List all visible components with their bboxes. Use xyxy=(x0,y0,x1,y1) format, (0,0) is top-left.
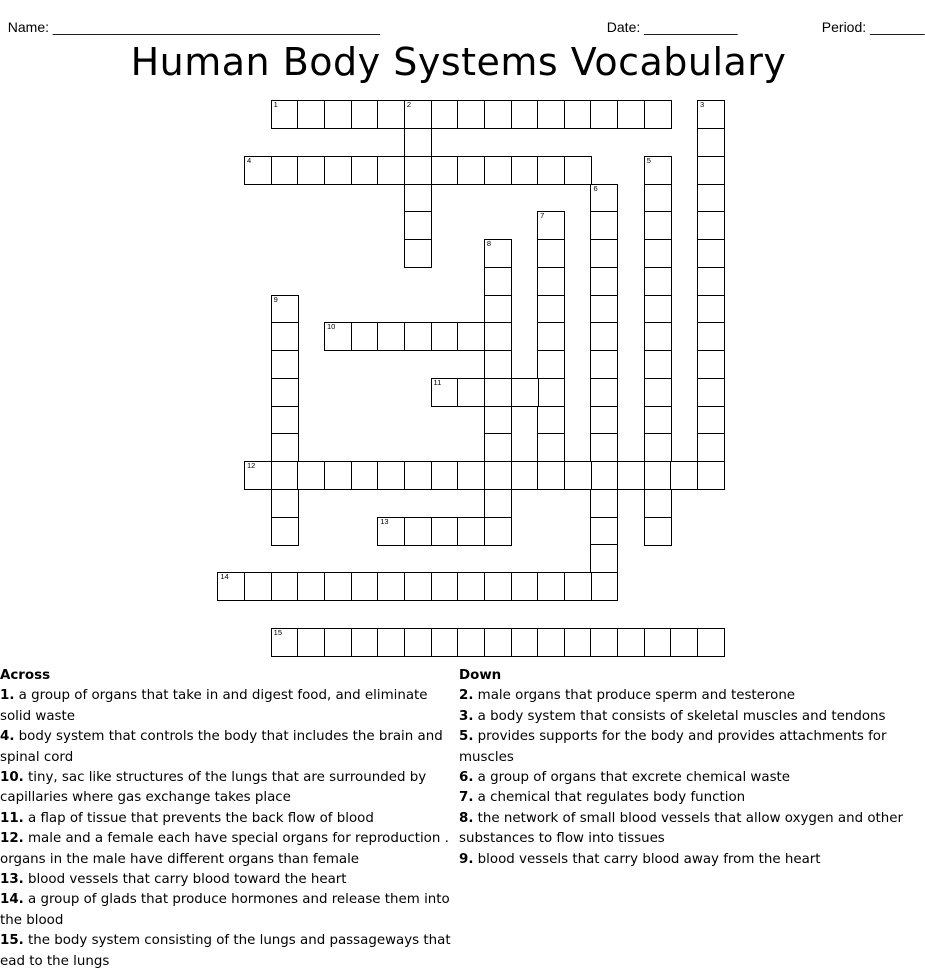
grid-cell[interactable] xyxy=(271,322,299,351)
grid-cell[interactable] xyxy=(404,628,432,657)
period-line[interactable]: _______ xyxy=(870,19,925,35)
grid-cell[interactable] xyxy=(644,489,672,518)
grid-cell[interactable] xyxy=(590,461,618,490)
grid-cell[interactable] xyxy=(644,184,672,213)
grid-cell[interactable] xyxy=(590,322,618,351)
grid-cell[interactable] xyxy=(431,572,459,601)
grid-cell[interactable] xyxy=(351,156,379,185)
grid-cell[interactable] xyxy=(297,100,325,129)
grid-cell[interactable] xyxy=(484,239,512,268)
grid-cell[interactable] xyxy=(431,628,459,657)
grid-cell[interactable] xyxy=(404,100,432,129)
grid-cell[interactable] xyxy=(590,184,618,213)
grid-cell[interactable] xyxy=(511,628,539,657)
grid-cell[interactable] xyxy=(484,267,512,296)
clue-down-6: 6. a group of organs that excrete chemical waste xyxy=(459,770,791,786)
clue-across-15: 15. the body system consisting of the lungs and passageways that ead to the lungs xyxy=(0,933,451,969)
grid-cell[interactable] xyxy=(644,100,672,129)
grid-cell[interactable] xyxy=(431,156,459,185)
grid-cell[interactable] xyxy=(404,461,432,490)
grid-cell[interactable] xyxy=(511,461,539,490)
clue-down-7: 7. a chemical that regulates body function xyxy=(459,790,746,806)
grid-cell[interactable] xyxy=(297,628,325,657)
clue-number: 1 xyxy=(273,100,278,110)
grid-cell[interactable] xyxy=(271,628,299,657)
clue-across-12: 12. male and a female each have special organs for reproduction . organs in the male have different organs than female xyxy=(0,831,449,867)
grid-cell[interactable] xyxy=(644,406,672,435)
grid-cell[interactable] xyxy=(271,489,299,518)
grid-cell[interactable] xyxy=(297,461,325,490)
grid-cell[interactable] xyxy=(670,628,698,657)
clue-number: 13 xyxy=(380,516,389,526)
name-label: Name: xyxy=(7,19,53,35)
grid-cell[interactable] xyxy=(537,433,565,462)
grid-cell[interactable] xyxy=(644,322,672,351)
grid-cell[interactable] xyxy=(670,461,698,490)
grid-cell[interactable] xyxy=(484,517,512,546)
grid-cell[interactable] xyxy=(431,322,459,351)
grid-cell[interactable] xyxy=(484,378,512,407)
grid-cell[interactable] xyxy=(644,433,672,462)
grid-cell[interactable] xyxy=(697,184,725,213)
grid-cell[interactable] xyxy=(404,184,432,213)
grid-cell[interactable] xyxy=(377,517,405,546)
clue-across-13: 13. blood vessels that carry blood toward the heart xyxy=(0,872,347,888)
grid-cell[interactable] xyxy=(564,628,592,657)
clue-number: 7 xyxy=(540,211,545,221)
clue-down-8: 8. the network of small blood vessels that allow oxygen and other substances to flow into tissues xyxy=(459,810,904,847)
grid-cell[interactable] xyxy=(297,156,325,185)
grid-cell[interactable] xyxy=(590,239,618,268)
grid-cell[interactable] xyxy=(697,211,725,240)
grid-cell[interactable] xyxy=(457,100,485,129)
grid-cell[interactable] xyxy=(564,156,592,185)
grid-cell[interactable] xyxy=(377,156,405,185)
grid-cell[interactable] xyxy=(404,322,432,351)
grid-cell[interactable] xyxy=(697,378,725,407)
clue-number: 10 xyxy=(326,322,336,332)
grid-cell[interactable] xyxy=(324,572,352,601)
grid-cell[interactable] xyxy=(697,322,725,351)
grid-cell[interactable] xyxy=(457,378,485,407)
grid-cell[interactable] xyxy=(351,100,379,129)
clue-number: 12 xyxy=(247,461,256,471)
grid-cell[interactable] xyxy=(271,433,299,462)
grid-cell[interactable] xyxy=(457,628,485,657)
clue-across-14: 14. a group of glads that produce hormones and release them into the blood xyxy=(0,892,450,928)
grid-cell[interactable] xyxy=(644,267,672,296)
grid-cell[interactable] xyxy=(644,295,672,324)
clue-number: 5 xyxy=(646,155,651,165)
grid-cell[interactable] xyxy=(697,295,725,324)
grid-cell[interactable] xyxy=(457,461,485,490)
grid-cell[interactable] xyxy=(271,378,299,407)
date-line[interactable]: ____________ xyxy=(644,19,738,35)
grid-cell[interactable] xyxy=(644,628,672,657)
grid-cell[interactable] xyxy=(484,100,512,129)
grid-cell[interactable] xyxy=(511,156,539,185)
grid-cell[interactable] xyxy=(271,295,299,324)
grid-cell[interactable] xyxy=(404,239,432,268)
grid-cell[interactable] xyxy=(644,517,672,546)
grid-cell[interactable] xyxy=(271,350,299,379)
grid-cell[interactable] xyxy=(697,406,725,435)
grid-cell[interactable] xyxy=(590,489,618,518)
grid-cell[interactable] xyxy=(271,100,299,129)
down-clues xyxy=(459,666,911,870)
grid-cell[interactable] xyxy=(644,211,672,240)
grid-cell[interactable] xyxy=(590,628,618,657)
grid-cell[interactable] xyxy=(457,322,485,351)
grid-cell[interactable] xyxy=(537,239,565,268)
clue-across-10: 10. tiny, sac like structures of the lungs that are surrounded by capillaries where gas exchange takes place xyxy=(0,770,427,806)
grid-cell[interactable] xyxy=(271,517,299,546)
grid-cell[interactable] xyxy=(537,322,565,351)
grid-cell[interactable] xyxy=(644,156,672,185)
grid-cell[interactable] xyxy=(484,461,512,490)
grid-cell[interactable] xyxy=(324,322,352,351)
grid-cell[interactable] xyxy=(590,295,618,324)
grid-cell[interactable] xyxy=(484,322,512,351)
grid-cell[interactable] xyxy=(590,544,618,573)
grid-cell[interactable] xyxy=(537,211,565,240)
clue-down-9: 9. blood vessels that carry blood away from the heart xyxy=(459,851,821,867)
across-heading: Across xyxy=(0,668,51,683)
grid-cell[interactable] xyxy=(351,322,379,351)
grid-cell[interactable] xyxy=(644,378,672,407)
grid-cell[interactable] xyxy=(377,628,405,657)
clue-number: 2 xyxy=(406,100,412,110)
grid-cell[interactable] xyxy=(431,461,459,490)
clue-number: 9 xyxy=(273,294,278,304)
clue-across-4: 4. body system that controls the body that includes the brain and spinal cord xyxy=(0,729,443,765)
grid-cell[interactable] xyxy=(590,267,618,296)
grid-cell[interactable] xyxy=(431,378,459,407)
grid-cell[interactable] xyxy=(511,378,539,407)
grid-cell[interactable] xyxy=(324,461,352,490)
grid-cell[interactable] xyxy=(590,378,618,407)
grid-cell[interactable] xyxy=(351,572,379,601)
grid-cell[interactable] xyxy=(537,461,565,490)
date-label: Date: xyxy=(606,19,645,35)
grid-cell[interactable] xyxy=(404,156,432,185)
grid-cell[interactable] xyxy=(244,572,272,601)
grid-cell[interactable] xyxy=(404,517,432,546)
grid-cell[interactable] xyxy=(484,628,512,657)
grid-cell[interactable] xyxy=(697,128,725,157)
grid-cell[interactable] xyxy=(377,322,405,351)
grid-cell[interactable] xyxy=(484,295,512,324)
grid-cell[interactable] xyxy=(537,350,565,379)
grid-cell[interactable] xyxy=(484,433,512,462)
grid-cell[interactable] xyxy=(457,517,485,546)
grid-cell[interactable] xyxy=(431,100,459,129)
grid-cell[interactable] xyxy=(404,572,432,601)
grid-cell[interactable] xyxy=(484,489,512,518)
grid-cell[interactable] xyxy=(590,100,618,129)
grid-cell[interactable] xyxy=(590,517,618,546)
clue-number: 4 xyxy=(247,155,252,165)
grid-cell[interactable] xyxy=(244,156,272,185)
grid-cell[interactable] xyxy=(590,211,618,240)
grid-cell[interactable] xyxy=(377,100,405,129)
grid-cell[interactable] xyxy=(644,350,672,379)
grid-cell[interactable] xyxy=(697,350,725,379)
grid-cell[interactable] xyxy=(484,156,512,185)
grid-cell[interactable] xyxy=(404,211,432,240)
grid-cell[interactable] xyxy=(217,572,245,601)
grid-cell[interactable] xyxy=(537,628,565,657)
grid-cell[interactable] xyxy=(484,406,512,435)
grid-cell[interactable] xyxy=(697,433,725,462)
grid-cell[interactable] xyxy=(377,572,405,601)
grid-cell[interactable] xyxy=(644,461,672,490)
grid-cell[interactable] xyxy=(404,128,432,157)
grid-cell[interactable] xyxy=(697,267,725,296)
grid-cell[interactable] xyxy=(537,267,565,296)
grid-cell[interactable] xyxy=(511,572,539,601)
grid-cell[interactable] xyxy=(457,572,485,601)
clue-number: 3 xyxy=(700,100,705,110)
grid-cell[interactable] xyxy=(324,628,352,657)
grid-cell[interactable] xyxy=(271,156,299,185)
clue-down-5: 5. provides supports for the body and provides attachments for muscles xyxy=(459,729,887,765)
clue-across-11: 11. a flap of tissue that prevents the back flow of blood xyxy=(0,810,374,826)
grid-cell[interactable] xyxy=(484,572,512,601)
grid-cell[interactable] xyxy=(537,378,565,407)
grid-cell[interactable] xyxy=(351,628,379,657)
clue-across-1: 1. a group of organs that take in and digest food, and eliminate solid waste xyxy=(0,688,428,724)
grid-cell[interactable] xyxy=(564,100,592,129)
grid-cell[interactable] xyxy=(297,572,325,601)
down-heading: Down xyxy=(459,668,502,683)
grid-cell[interactable] xyxy=(537,572,565,601)
grid-cell[interactable] xyxy=(697,628,725,657)
grid-cell[interactable] xyxy=(564,572,592,601)
clue-down-2: 2. male organs that produce sperm and testerone xyxy=(459,688,796,704)
across-clues xyxy=(0,666,458,972)
grid-cell[interactable] xyxy=(484,350,512,379)
clue-number: 15 xyxy=(273,627,282,637)
grid-cell[interactable] xyxy=(537,406,565,435)
grid-cell[interactable] xyxy=(644,239,672,268)
grid-cell[interactable] xyxy=(324,156,352,185)
grid-cell[interactable] xyxy=(244,461,272,490)
grid-cell[interactable] xyxy=(697,461,725,490)
grid-cell[interactable] xyxy=(617,628,645,657)
grid-cell[interactable] xyxy=(431,517,459,546)
grid-cell[interactable] xyxy=(537,156,565,185)
period-label: Period: xyxy=(821,19,871,35)
grid-cell[interactable] xyxy=(590,433,618,462)
grid-cell[interactable] xyxy=(590,406,618,435)
clue-down-3: 3. a body system that consists of skeletal muscles and tendons xyxy=(459,708,886,724)
grid-cell[interactable] xyxy=(324,100,352,129)
clue-number: 8 xyxy=(486,239,492,249)
grid-cell[interactable] xyxy=(590,350,618,379)
grid-cell[interactable] xyxy=(590,572,618,601)
clue-number: 6 xyxy=(593,183,598,193)
page-title: Human Body Systems Vocabulary xyxy=(130,40,787,84)
grid-cell[interactable] xyxy=(377,461,405,490)
grid-cell[interactable] xyxy=(697,239,725,268)
grid-cell[interactable] xyxy=(537,100,565,129)
grid-cell[interactable] xyxy=(564,461,592,490)
grid-cell[interactable] xyxy=(537,295,565,324)
name-line[interactable]: __________________________________________ xyxy=(52,19,380,35)
grid-cell[interactable] xyxy=(457,156,485,185)
grid-cell[interactable] xyxy=(697,100,725,129)
grid-cell[interactable] xyxy=(271,572,299,601)
grid-cell[interactable] xyxy=(511,100,539,129)
grid-cell[interactable] xyxy=(617,461,645,490)
grid-cell[interactable] xyxy=(271,406,299,435)
clue-number: 11 xyxy=(433,377,442,387)
grid-cell[interactable] xyxy=(617,100,645,129)
grid-cell[interactable] xyxy=(351,461,379,490)
clue-number: 14 xyxy=(220,572,229,582)
grid-cell[interactable] xyxy=(271,461,299,490)
grid-cell[interactable] xyxy=(697,156,725,185)
